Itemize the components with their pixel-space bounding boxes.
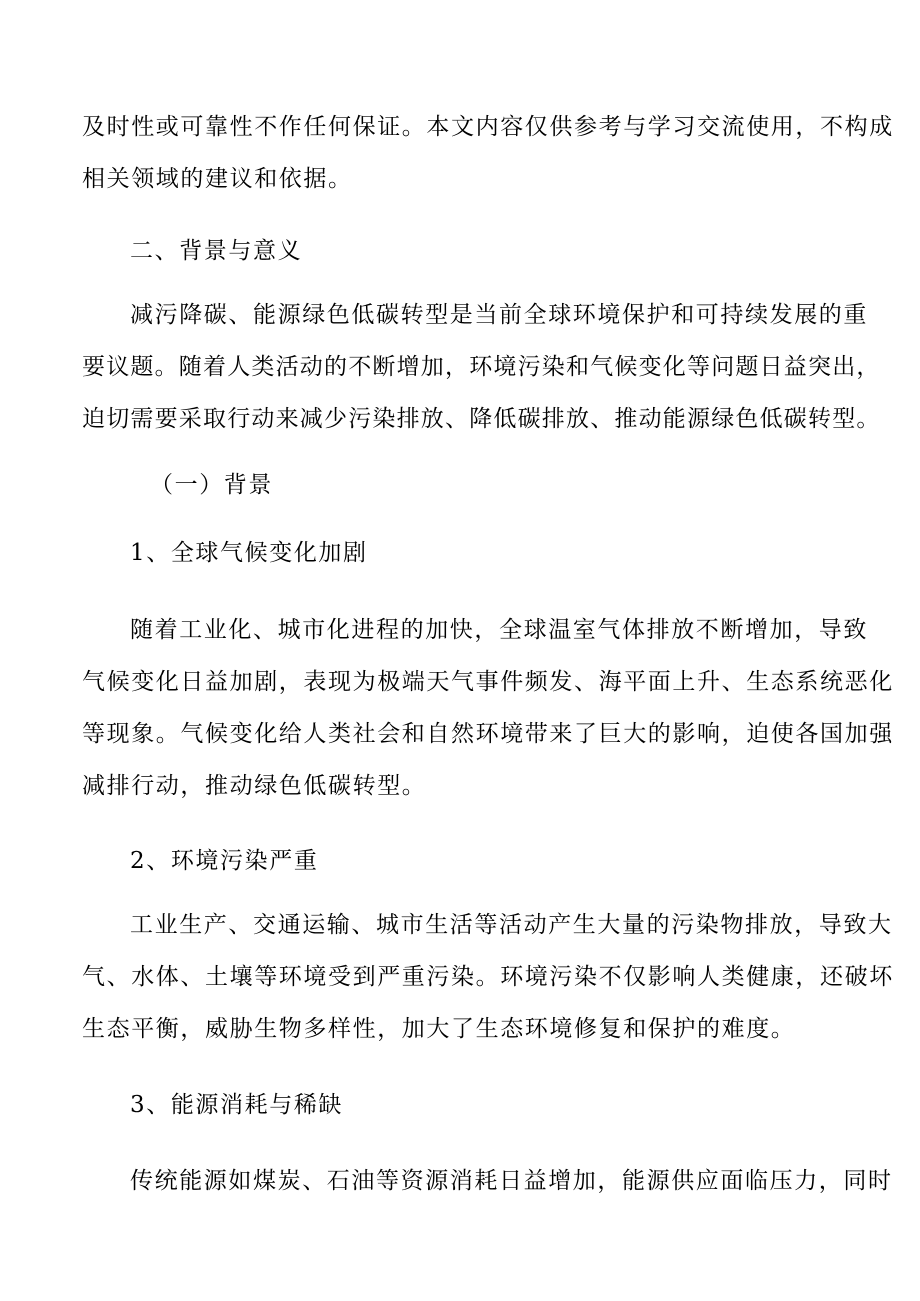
item3-heading: 3、能源消耗与稀缺 [130, 1092, 344, 1118]
item1-line-3: 等现象。气候变化给人类社会和自然环境带来了巨大的影响，迫使各国加强 [82, 721, 894, 747]
item3-line-1: 传统能源如煤炭、石油等资源消耗日益增加，能源供应面临压力，同时 [130, 1168, 893, 1194]
item1-heading: 1、全球气候变化加剧 [130, 540, 368, 566]
intro-line-2: 要议题。随着人类活动的不断增加，环境污染和气候变化等问题日益突出， [82, 354, 881, 380]
item1-line-1: 随着工业化、城市化进程的加快，全球温室气体排放不断增加，导致 [130, 617, 868, 643]
intro-line-3: 迫切需要采取行动来减少污染排放、降低碳排放、推动能源绿色低碳转型。 [82, 406, 881, 432]
item2-heading: 2、环境污染严重 [130, 848, 319, 874]
item1-line-4: 减排行动，推动绿色低碳转型。 [82, 773, 427, 799]
disclaimer-line-2: 相关领域的建议和依据。 [82, 166, 353, 192]
item2-line-2: 气、水体、土壤等环境受到严重污染。环境污染不仅影响人类健康，还破坏 [82, 964, 894, 990]
subsection-heading: （一）背景 [150, 472, 273, 498]
item1-line-2: 气候变化日益加剧，表现为极端天气事件频发、海平面上升、生态系统恶化 [82, 669, 894, 695]
item2-line-3: 生态平衡，威胁生物多样性，加大了生态环境修复和保护的难度。 [82, 1016, 796, 1042]
intro-line-1: 减污降碳、能源绿色低碳转型是当前全球环境保护和可持续发展的重 [130, 302, 868, 328]
item2-line-1: 工业生产、交通运输、城市生活等活动产生大量的污染物排放，导致大 [130, 912, 893, 938]
section-heading: 二、背景与意义 [130, 238, 303, 264]
disclaimer-line-1: 及时性或可靠性不作任何保证。本文内容仅供参考与学习交流使用，不构成 [82, 114, 894, 140]
